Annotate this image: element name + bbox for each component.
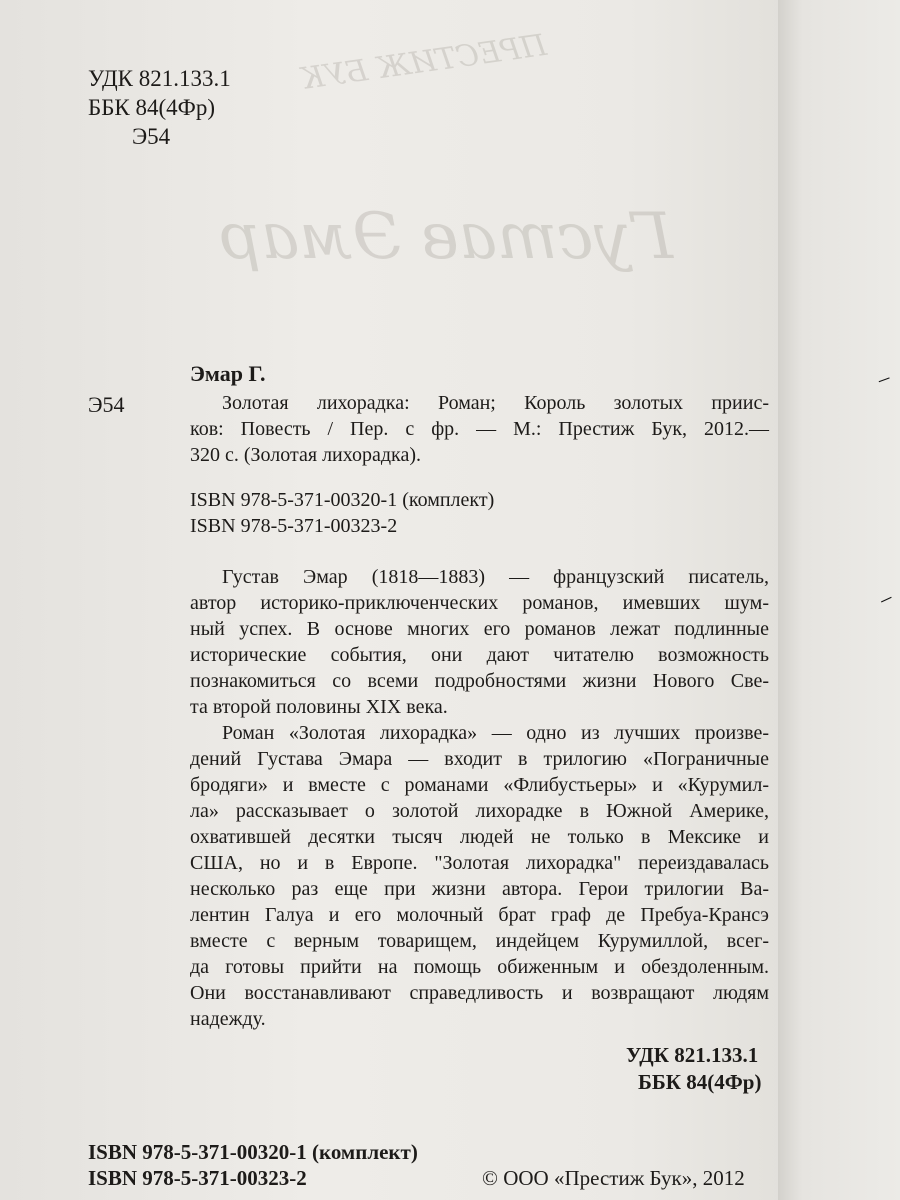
annotation-line: Густав Эмар (1818—1883) — французский писатель, bbox=[222, 566, 769, 588]
annotation-line: несколько раз еще при жизни автора. Герои трилогии Ва- bbox=[190, 878, 769, 900]
author-code: Э54 bbox=[88, 392, 125, 417]
annotation-line: дений Густава Эмара — входит в трилогию «Пограничные bbox=[190, 748, 769, 770]
footer-isbn-set: ISBN 978-5-371-00320-1 (комплект) bbox=[88, 1140, 418, 1164]
isbn-set: ISBN 978-5-371-00320-1 (комплект) bbox=[190, 489, 495, 511]
annotation-line: та второй половины XIX века. bbox=[190, 696, 448, 718]
author-heading: Эмар Г. bbox=[190, 361, 266, 386]
annotation-line: вместе с верным товарищем, индейцем Курумиллой, всег- bbox=[190, 930, 769, 952]
copyright-notice: © ООО «Престиж Бук», 2012 bbox=[482, 1166, 745, 1190]
annotation-line: ла» рассказывает о золотой лихорадке в Южной Америке, bbox=[190, 800, 769, 822]
annotation-line: Они восстанавливают справедливость и возвращают людям bbox=[190, 982, 769, 1004]
bbk-bottom: ББК 84(4Фр) bbox=[638, 1070, 762, 1094]
annotation-line: исторические события, они дают читателю возможность bbox=[190, 644, 769, 666]
annotation-line: охватившей десятки тысяч людей не только в Мексике и bbox=[190, 826, 769, 848]
annotation-line: бродяги» и вместе с романами «Флибустьеры» и «Курумил- bbox=[190, 774, 769, 796]
description-line: Золотая лихорадка: Роман; Король золотых приис- bbox=[222, 392, 769, 414]
annotation-line: лентин Галуа и его молочный брат граф де Пребуа-Крансэ bbox=[190, 904, 769, 926]
annotation-line: познакомиться со всеми подробностями жизни Нового Све- bbox=[190, 670, 769, 692]
annotation-line: ный успех. В основе многих его романов лежат подлинные bbox=[190, 618, 769, 640]
bleed-through-signature: Густав Эмар bbox=[220, 200, 673, 274]
annotation-line: США, но и в Европе. "Золотая лихорадка" переиздавалась bbox=[190, 852, 769, 874]
author-code-top: Э54 bbox=[132, 124, 171, 149]
udk-bottom: УДК 821.133.1 bbox=[626, 1043, 759, 1067]
pen-mark-icon: ‒ bbox=[875, 583, 896, 612]
annotation-line: надежду. bbox=[190, 1008, 266, 1030]
annotation-line: автор историко-приключенческих романов, имевших шум- bbox=[190, 592, 769, 614]
description-line: 320 с. (Золотая лихорадка). bbox=[190, 444, 421, 466]
bbk-top: ББК 84(4Фр) bbox=[88, 95, 215, 120]
bleed-through-logo: ПРЕСТИЖ БУК bbox=[298, 27, 549, 98]
annotation-line: Роман «Золотая лихорадка» — одно из лучших произве- bbox=[222, 722, 769, 744]
description-line: ков: Повесть / Пер. с фр. — М.: Престиж Бук, 2012.— bbox=[190, 418, 769, 440]
annotation-line: да готовы прийти на помощь обиженным и обездоленным. bbox=[190, 956, 769, 978]
pen-mark-icon: ‒ bbox=[873, 363, 893, 392]
udk-top: УДК 821.133.1 bbox=[88, 66, 231, 91]
isbn-volume: ISBN 978-5-371-00323-2 bbox=[190, 515, 398, 537]
footer-isbn-volume: ISBN 978-5-371-00323-2 bbox=[88, 1166, 307, 1190]
